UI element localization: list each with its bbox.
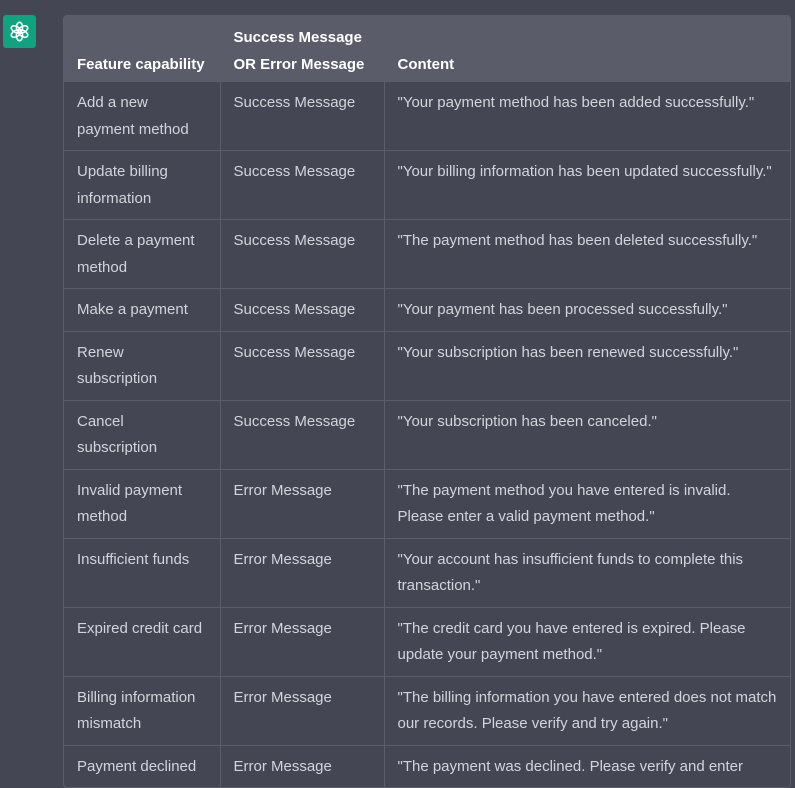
cell-content: "Your account has insufficient funds to complete this transaction." [384, 538, 790, 607]
cell-feature: Cancel subscription [64, 400, 220, 469]
cell-message-type: Error Message [220, 469, 384, 538]
cell-feature: Delete a payment method [64, 220, 220, 289]
table-row [64, 331, 790, 400]
table-row [64, 469, 790, 538]
cell-message-type: Error Message [220, 676, 384, 745]
openai-logo-icon [8, 20, 31, 43]
table-row [64, 607, 790, 676]
cell-feature: Invalid payment method [64, 469, 220, 538]
cell-content: "Your payment has been processed successfully." [384, 289, 790, 332]
cell-message-type: Success Message [220, 289, 384, 332]
table-row [64, 538, 790, 607]
header-content: Content [384, 16, 790, 82]
header-message-type: Success Message OR Error Message [220, 16, 384, 82]
cell-feature: Renew subscription [64, 331, 220, 400]
cell-message-type: Success Message [220, 82, 384, 151]
cell-feature: Billing information mismatch [64, 676, 220, 745]
cell-feature: Payment declined [64, 745, 220, 787]
feature-messages-table [64, 16, 790, 787]
cell-message-type: Error Message [220, 607, 384, 676]
cell-message-type: Error Message [220, 745, 384, 787]
cell-message-type: Success Message [220, 400, 384, 469]
cell-feature: Expired credit card [64, 607, 220, 676]
table-row [64, 400, 790, 469]
cell-content: "The billing information you have entered does not match our records. Please verify and try again." [384, 676, 790, 745]
cell-content: "Your payment method has been added successfully." [384, 82, 790, 151]
cell-content: "The payment method has been deleted successfully." [384, 220, 790, 289]
table-row [64, 82, 790, 151]
cell-message-type: Error Message [220, 538, 384, 607]
cell-feature: Insufficient funds [64, 538, 220, 607]
table-row [64, 220, 790, 289]
cell-content: "The payment method you have entered is invalid. Please enter a valid payment method." [384, 469, 790, 538]
cell-message-type: Success Message [220, 151, 384, 220]
cell-content: "The credit card you have entered is expired. Please update your payment method." [384, 607, 790, 676]
assistant-avatar [3, 15, 36, 48]
table-header-row [64, 16, 790, 82]
cell-message-type: Success Message [220, 220, 384, 289]
cell-message-type: Success Message [220, 331, 384, 400]
cell-content: "The payment was declined. Please verify and enter [384, 745, 790, 787]
header-feature-capability: Feature capability [64, 16, 220, 82]
table-row [64, 151, 790, 220]
response-table-container [63, 15, 791, 788]
table-row [64, 745, 790, 787]
table-row [64, 676, 790, 745]
cell-content: "Your subscription has been canceled." [384, 400, 790, 469]
cell-content: "Your billing information has been updated successfully." [384, 151, 790, 220]
cell-feature: Update billing information [64, 151, 220, 220]
table-row [64, 289, 790, 332]
cell-content: "Your subscription has been renewed successfully." [384, 331, 790, 400]
cell-feature: Add a new payment method [64, 82, 220, 151]
cell-feature: Make a payment [64, 289, 220, 332]
